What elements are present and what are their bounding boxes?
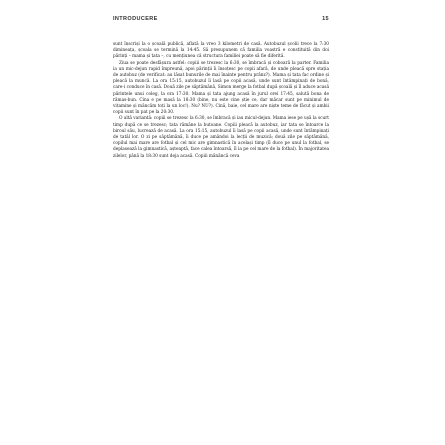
paragraph: sunt înscriși la o școală publică, aflată la vreo 3 kilometri de casă. Autobuzul școlii trece la 7:30 dimineața, școala se termină la 14:45. Să presupunem că familia voastră e constituită din doi părinți – mama și tata –, cu mențiunea că structura familiei poate să fie diferită. bbox=[113, 42, 329, 60]
section-title: INTRODUCERE bbox=[113, 16, 158, 22]
running-header bbox=[113, 14, 329, 24]
paragraph: Ziua se poate desfășura astfel: copiii se trezesc la 6:30, se îmbracă și coboară la parter. Familia ia un mic-dejun rapid împreună, apoi părinții îi însoțesc pe copii afară, de unde pleacă spre stația de autobuz (de verificat: au lăsat bunurile de mai înainte pentru prânz?). Mama și tata fac ordine și pleacă la muncă. La ora 15:15, autobuzul îi lasă pe copii acasă, unde sunt întâmpinați de bonă, care-i conduce în casă. Două zile pe săptămână, Simon merge la fotbal după școală și îl aduce acasă părintele unui coleg, la ora 17:30. Mama și tata ajung acasă în jurul orei 17:45, salută bona de rămas-bun. Cina e pe masă la 18:30 (bine, nu este cine știe ce, dar măcar sunt pe minimul de vitamine și mâncăm toți la un loc!). Nu? NU?). Cină, baie, cel mare are niște teme de făcut și ambii copii sunt în pat pe la 20:30. bbox=[113, 60, 329, 116]
paragraph: O altă variantă: copiii se trezesc la 6:30, se îmbracă și iau micul-dejun. Mama iese pe ușă la scurt timp după ce se trezesc; tata rămâne la butoane. Copiii pleacă la autobuz, iar tata se întoarce la biroul său, lucrează de acasă. La ora 15:15, autobuzul îi lasă pe copii acasă, unde sunt întâmpinați de tatăl lor. O zi pe săptămână, îi duce pe amândoi la lecții de muzică; două zile pe săptămână, copilul mai mare are fotbal și cel mic are gimnastică în același timp (îl duce pe unul la fotbal, se deplasează la gimnastică, așteaptă, face calea întoarsă, îl ia pe cel mare de la fotbal). În majoritatea zilelor, până la 18:30 sunt deja acasă. Copiii mănâncă ceva bbox=[113, 116, 329, 159]
body-text bbox=[113, 42, 329, 160]
page-number: 15 bbox=[322, 16, 329, 22]
